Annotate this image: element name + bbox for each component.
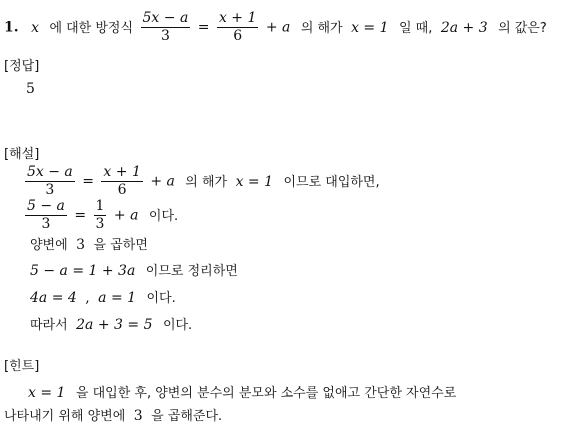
question-lhs-numerator: 5x − a xyxy=(142,10,189,26)
solution-line5-separator: , xyxy=(85,290,90,306)
solution-line2-fraction-2 xyxy=(94,198,107,233)
solution-line2-tail: + a xyxy=(113,207,139,224)
hint-label: [힌트] xyxy=(4,359,40,374)
question-number: 1. xyxy=(4,19,19,36)
solution-line1-numerator-1: 5x − a xyxy=(27,164,73,180)
solution-line3-number: 3 xyxy=(76,237,86,253)
solution-line1-denominator-1: 3 xyxy=(45,182,55,198)
solution-line-6 xyxy=(30,316,192,335)
question-lead-text: 에 대한 방정식 xyxy=(49,20,134,36)
solution-line1-text: 의 해가 xyxy=(185,174,228,190)
hint-line2-post: 을 곱해준다. xyxy=(151,409,223,424)
solution-line2-end: 이다. xyxy=(148,208,179,224)
solution-line1-tail: + a xyxy=(150,173,175,190)
question-lhs-fraction xyxy=(141,10,191,45)
solution-line1-end: 이므로 대입하면, xyxy=(283,174,380,190)
question-rhs-tail: + a xyxy=(265,19,291,36)
hint-line-2 xyxy=(4,407,222,426)
solution-line5-math-2: a = 1 xyxy=(98,290,137,306)
question-mid-text: 의 해가 xyxy=(300,20,343,36)
question-rhs-denominator: 6 xyxy=(233,28,243,44)
question-line xyxy=(4,10,547,45)
question-rhs-fraction xyxy=(217,10,258,45)
solution-line1-fraction-1 xyxy=(25,164,75,199)
solution-line3-pre: 양변에 xyxy=(30,238,68,253)
solution-line1-denominator-2: 6 xyxy=(117,182,127,198)
solution-line1-equals: = xyxy=(82,173,94,190)
solution-line1-fraction-2 xyxy=(101,164,142,199)
hint-line-1 xyxy=(28,384,456,403)
question-condition: x = 1 xyxy=(351,19,389,36)
solution-line-2 xyxy=(22,198,178,233)
solution-label: [해설] xyxy=(4,147,40,162)
hint-line1-text: 을 대입한 후, 양변의 분수의 분모와 소수를 없애고 간단한 자연수로 xyxy=(75,386,457,401)
solution-line5-math-1: 4a = 4 xyxy=(30,290,77,306)
answer-value: 5 xyxy=(26,81,35,97)
solution-line2-denominator-1: 3 xyxy=(41,216,51,232)
question-lhs-denominator: 3 xyxy=(160,28,170,44)
solution-line-5 xyxy=(30,289,176,308)
hint-line2-number: 3 xyxy=(133,408,143,424)
solution-line2-denominator-2: 3 xyxy=(95,216,105,232)
solution-line1-condition: x = 1 xyxy=(235,173,273,190)
question-variable: x xyxy=(31,19,39,36)
solution-line5-text: 이다. xyxy=(146,291,176,306)
solution-line2-equals: = xyxy=(74,207,87,224)
solution-line1-numerator-2: x + 1 xyxy=(103,164,141,180)
solution-line6-math: 2a + 3 = 5 xyxy=(76,317,153,333)
answer-label: [정답] xyxy=(4,59,40,74)
solution-line-1 xyxy=(22,164,380,199)
solution-line4-text: 이므로 정리하면 xyxy=(145,264,238,279)
solution-line2-numerator-1: 5 − a xyxy=(27,198,65,214)
solution-line-3 xyxy=(30,236,148,255)
solution-line6-text: 이다. xyxy=(162,318,193,333)
solution-line-4 xyxy=(30,262,238,281)
question-equals: = xyxy=(197,19,210,36)
solution-line2-numerator-2: 1 xyxy=(95,198,105,214)
solution-line2-fraction-1 xyxy=(25,198,67,233)
solution-line3-post: 을 곱하면 xyxy=(93,238,148,253)
solution-line4-math: 5 − a = 1 + 3a xyxy=(30,263,136,279)
solution-line6-pre: 따라서 xyxy=(30,318,68,333)
question-tail-text: 일 때, xyxy=(398,20,433,36)
question-expression: 2a + 3 xyxy=(440,19,488,36)
question-rhs-numerator: x + 1 xyxy=(218,10,257,26)
hint-line1-math: x = 1 xyxy=(28,385,66,401)
question-end-text: 의 값은? xyxy=(498,20,547,36)
hint-line2-pre: 나타내기 위해 양변에 xyxy=(4,409,126,424)
